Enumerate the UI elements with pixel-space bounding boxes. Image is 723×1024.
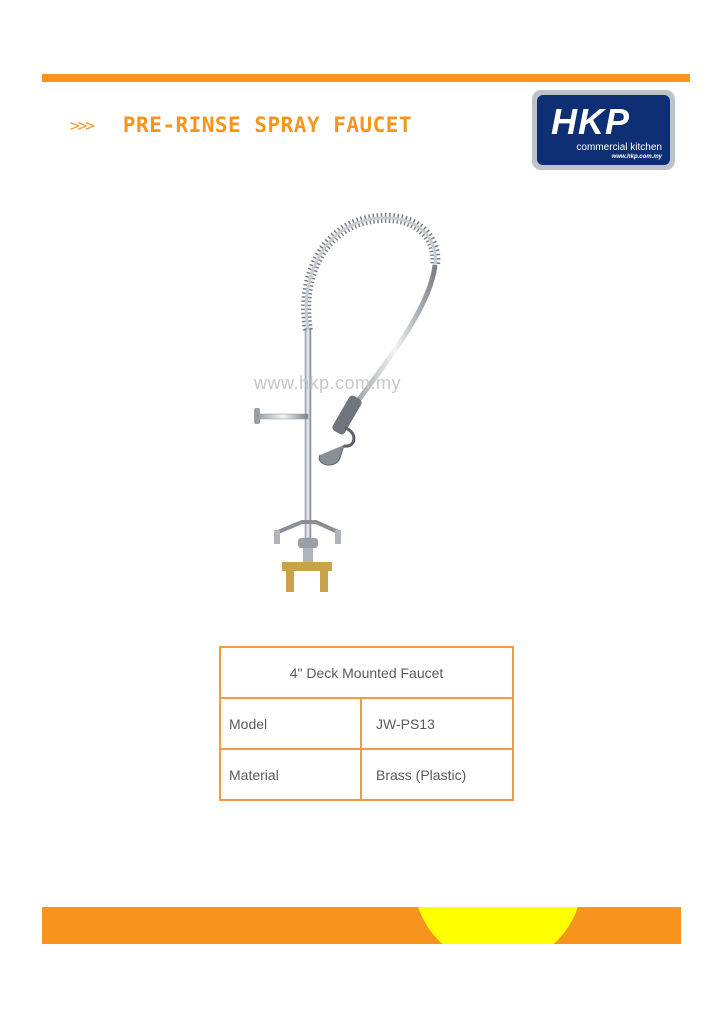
table-row [220, 749, 513, 800]
wall-bracket-arm [258, 414, 308, 419]
spec-value-model: JW-PS13 [361, 698, 513, 749]
riser-pipe [305, 328, 311, 538]
brass-leg-right [320, 570, 328, 592]
valve-body [298, 538, 318, 548]
watermark: www.hkp.com.my [254, 373, 402, 393]
logo-badge [537, 95, 670, 165]
title-row [70, 113, 412, 137]
valve-stem [303, 548, 313, 562]
bottom-accent-bar [42, 907, 681, 944]
spec-label-material: Material [220, 749, 361, 800]
left-handle [274, 530, 280, 544]
chevron-right-icon: >>> [70, 115, 93, 135]
brass-mount [282, 562, 332, 571]
wall-bracket-plate [254, 408, 260, 424]
hkp-logo [532, 90, 675, 170]
faucet-product-image [240, 200, 460, 600]
brass-leg-left [286, 570, 294, 592]
logo-brand: HKP [551, 101, 631, 142]
top-accent-bar [42, 74, 690, 82]
bottom-yellow-shape [414, 907, 582, 944]
spec-value-material: Brass (Plastic) [361, 749, 513, 800]
spec-heading: 4" Deck Mounted Faucet [220, 647, 513, 698]
spray-head [319, 445, 344, 465]
spec-label-model: Model [220, 698, 361, 749]
page-title: PRE-RINSE SPRAY FAUCET [122, 113, 413, 137]
logo-tagline: commercial kitchen [576, 142, 662, 153]
spec-heading-row [220, 647, 513, 698]
spec-table [219, 646, 514, 801]
table-row [220, 698, 513, 749]
logo-url: www.hkp.com.my [611, 154, 662, 160]
right-handle [335, 530, 341, 544]
